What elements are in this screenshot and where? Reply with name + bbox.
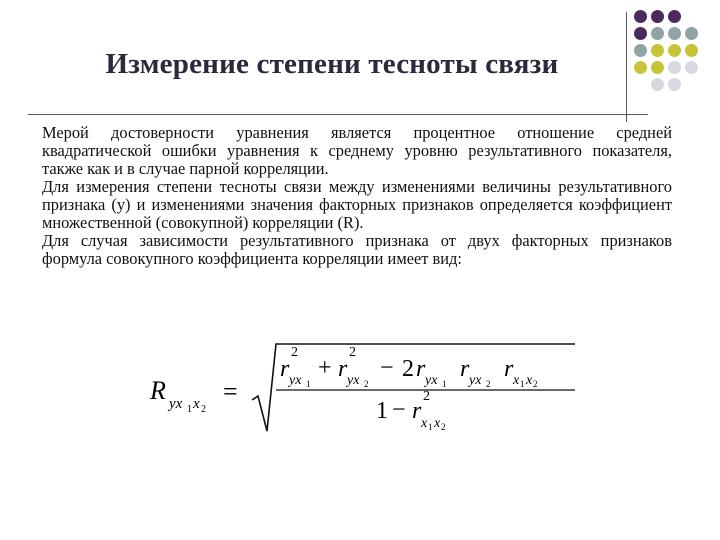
formula-lhs-sub: yx [169, 396, 183, 412]
formula-equals: = [223, 377, 238, 406]
num-r5: r [504, 356, 514, 382]
decor-dot [651, 27, 664, 40]
num-r2-sub-idx: 2 [364, 379, 369, 389]
num-r1-sub-idx: 1 [306, 379, 311, 389]
decor-dot [685, 78, 698, 91]
paragraph-correlation-measure: Для измерения степени тесноты связи между изменениями величины результативного признака (y) и изменениями значения факторных признаков определяется коэффициент множественной (совокупной) корреляции (R). [42, 177, 672, 232]
decor-dot-grid [634, 10, 698, 91]
decor-dot [668, 44, 681, 57]
decor-dot [685, 61, 698, 74]
num-r1-power: 2 [291, 345, 298, 360]
num-r2-sub: yx [347, 373, 360, 388]
formula-svg [150, 338, 590, 438]
decor-dot [634, 44, 647, 57]
num-r4-sub: yx [469, 373, 482, 388]
decor-dot [668, 61, 681, 74]
decor-dot [634, 27, 647, 40]
den-minus: − [392, 397, 406, 423]
paragraph-reliability: Мерой достоверности уравнения является процентное отношение средней квадратической ошибки уравнения к среднему уровню результативного показателя, также как и в случае парной корреляции. [42, 123, 672, 178]
den-sub-2: 2 [441, 422, 446, 432]
decor-horizontal-line [28, 114, 648, 115]
formula-lhs-sub-x2: x [193, 396, 200, 412]
num-r5-sub-2: 2 [533, 379, 538, 389]
decor-dot [634, 61, 647, 74]
decor-dot [651, 78, 664, 91]
decor-dot [685, 44, 698, 57]
num-r3-sub: yx [425, 373, 438, 388]
decor-dot [685, 10, 698, 23]
formula-lhs-sub-2: 2 [201, 404, 206, 415]
paragraph-formula-intro: Для случая зависимости результативного признака от двух факторных признаков формула совокупного коэффициента корреляции имеет вид: [42, 231, 672, 268]
num-plus: + [318, 355, 332, 381]
slide-body [42, 124, 672, 268]
decor-dot [685, 27, 698, 40]
den-one: 1 [376, 398, 388, 424]
num-r4-sub-idx: 2 [486, 379, 491, 389]
den-sub-1: 1 [428, 422, 433, 432]
multiple-correlation-formula [150, 338, 590, 438]
num-r5-sub-x1: x [513, 373, 520, 388]
num-r2-power: 2 [349, 345, 356, 360]
num-r2: r [338, 356, 348, 382]
den-sub-x2: x [434, 416, 441, 431]
formula-lhs-sub-1: 1 [187, 404, 192, 415]
slide-title: Измерение степени тесноты связи [105, 48, 559, 80]
formula-lhs-symbol: R [150, 376, 166, 405]
num-r1-sub: yx [289, 373, 302, 388]
num-coef: 2 [402, 356, 414, 382]
num-r5-sub-1: 1 [520, 379, 525, 389]
decor-dot [668, 78, 681, 91]
decor-dot [668, 10, 681, 23]
num-r1: r [280, 356, 290, 382]
num-r3: r [416, 356, 426, 382]
decor-dot [651, 61, 664, 74]
decor-vertical-line [626, 12, 627, 122]
decor-dot [668, 27, 681, 40]
den-r: r [412, 398, 422, 424]
decor-dot [651, 10, 664, 23]
num-r4: r [460, 356, 470, 382]
num-r5-sub-x2: x [526, 373, 533, 388]
den-power: 2 [423, 389, 430, 404]
decor-dot [634, 10, 647, 23]
num-minus: − [380, 355, 394, 381]
den-sub-x1: x [421, 416, 428, 431]
num-r3-sub-idx: 1 [442, 379, 447, 389]
decor-dot [651, 44, 664, 57]
decor-dot [634, 78, 647, 91]
